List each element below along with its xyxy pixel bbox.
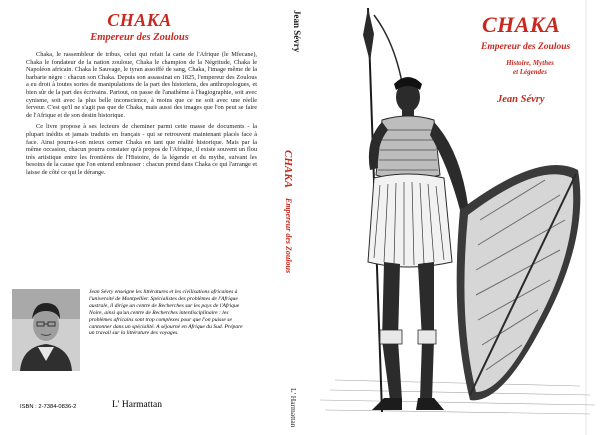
back-subtitle: Empereur des Zoulous <box>90 32 189 43</box>
back-blurb <box>26 51 257 177</box>
spine-publisher: L' Harmattan <box>289 388 298 428</box>
author-photo <box>12 289 80 371</box>
isbn: ISBN : 2-7384-0836-2 <box>20 404 77 410</box>
blurb-paragraph-2: Ce livre propose à ses lecteurs de cheminer parmi cette masse de documents - la plupart inédits et jamais traduits en français - qui se retrouvent maintenant placés face à face. Ainsi pourra-t-on mieux cerner Chaka en tant que réalité historique. Mais par la même occasion, chacun pourra constater qu'à propos de l'Afrique, il existe souvent un flou très artistique entre les frontières de l'Histoire, de la légende et du mythe, suivant les besoins de la cause que l'on entend embrasser : chacun prend dans Chaka ce qui l'arrange et laisse de côté ce qui le dérange. <box>26 123 257 176</box>
blurb-paragraph-1: Chaka, le rassembleur de tribus, celui qui refait la carte de l'Afrique (le Mfecane), Chaka le fondateur de la nation zouloue, Chaka le champion de la Négritude, Chaka le Napoléon africain. Chaka le Sauvage, le tyran assoiffé de sang, Chaka, l'image même de la barbarie nègre : chacun son Chaka. Depuis son assassinat en 1825, l'empereur des Zoulous a eu droit à toutes sortes de manipulations de la part des historiens, des anthropologues, et bien sûr de la part des écrivains. Partout, on passe de l'anathème à l'hagiographie, soit avec cynisme, soit avec la plus belle inconscience, à moins que ce ne soit avec une réelle ferveur. C'est qu'il ne s'agit pas que de Chaka, mais aussi des images que l'on peut se faire de l'Afrique et de son destin historique. <box>26 51 257 119</box>
author-block <box>12 289 244 384</box>
front-subtitle: Empereur des Zoulous <box>481 42 571 52</box>
front-tagline-line1: Histoire, Mythes <box>506 59 554 67</box>
spine-subtitle: Empereur des Zoulous <box>284 197 293 274</box>
front-tagline-line2: et Légendes <box>512 67 547 76</box>
front-cover <box>310 0 600 435</box>
spine-author: Jean Sévry <box>292 10 302 53</box>
back-publisher: L' Harmattan <box>112 400 162 410</box>
front-tagline <box>490 59 570 76</box>
spine-title-block <box>279 150 297 273</box>
back-title: CHAKA <box>107 10 172 30</box>
book-spine <box>275 0 309 435</box>
front-title: CHAKA <box>482 12 561 37</box>
author-bio: Jean Sévry enseigne les littératures et les civilisations africaines à l'université de Montpellier. Spécialistes des problèmes de l'Afrique australe, il dirige un centre de Recherches sur les pays de l'Afrique Noire, ainsi qu'un centre de Recherches interdisciplinaire : les problèmes africains sont trop complexes pour que l'on puisse se cantonner dans un spécialité. A séjourné en Afrique du Sud. Prépare un travail sur la littérature des voyages. <box>89 289 243 337</box>
spine-title: CHAKA <box>282 150 294 188</box>
front-author: Jean Sévry <box>497 94 545 105</box>
